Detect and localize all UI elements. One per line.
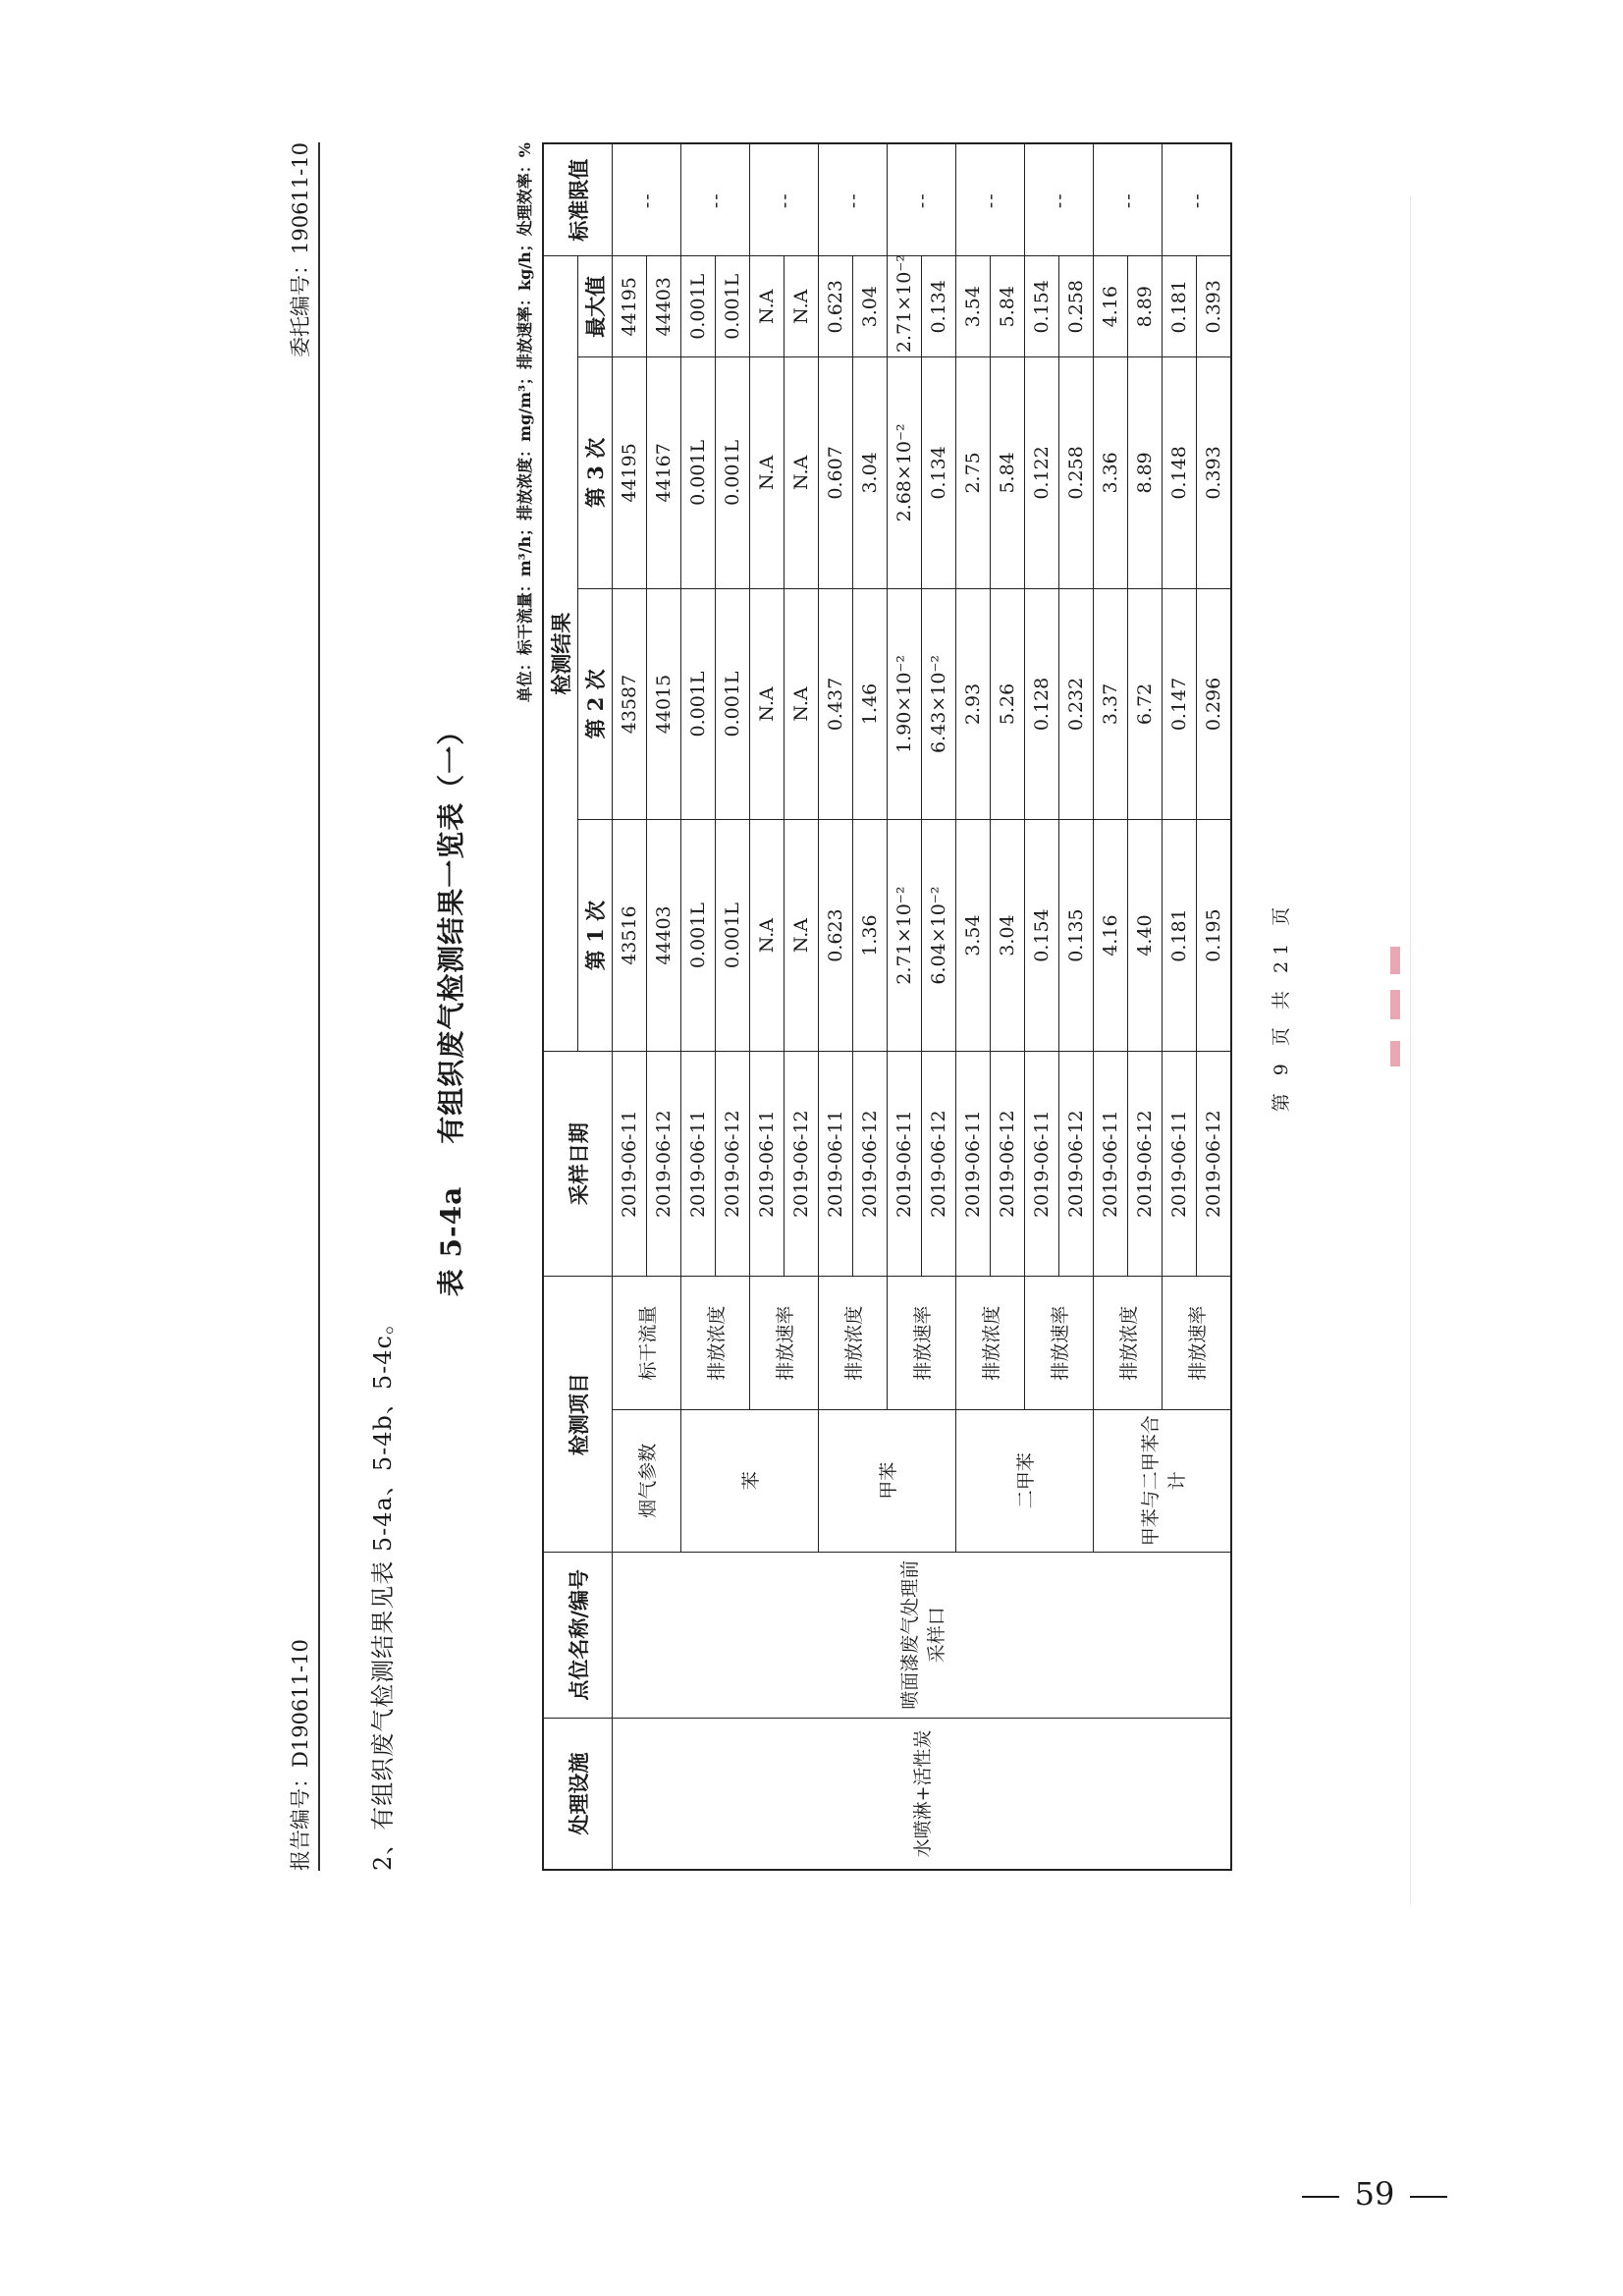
date-cell: 2019-06-12 [1059, 1051, 1094, 1277]
max-cell: 3.54 [956, 256, 991, 357]
table-number: 表 5-4a [435, 1185, 467, 1297]
param-rate: 排放速率 [1163, 1277, 1232, 1409]
max-cell: 0.181 [1163, 256, 1197, 357]
r2-cell: 44015 [647, 588, 681, 820]
r2-cell: 5.26 [991, 588, 1025, 820]
date-cell: 2019-06-11 [750, 1051, 784, 1277]
r3-cell: 2.68×10⁻² [888, 357, 922, 589]
param-conc: 排放浓度 [681, 1277, 750, 1409]
param-flow: 标干流量 [613, 1277, 681, 1409]
r3-cell: 0.122 [1025, 357, 1059, 589]
max-cell: 2.71×10⁻² [888, 256, 922, 357]
group-benzene: 苯 [681, 1409, 819, 1552]
max-cell: N.A [750, 256, 784, 357]
r2-cell: 1.46 [853, 588, 888, 820]
report-number: 报告编号：D190611-10 [289, 1639, 312, 1871]
group-sum: 甲苯与二甲苯合计 [1094, 1409, 1232, 1552]
r3-cell: 0.148 [1163, 357, 1197, 589]
date-cell: 2019-06-11 [681, 1051, 716, 1277]
table-row [613, 143, 647, 1870]
facility-cell: 水喷淋+活性炭 [613, 1718, 1232, 1870]
limit-cell: -- [681, 143, 750, 256]
limit-cell: -- [750, 143, 819, 256]
date-cell: 2019-06-12 [784, 1051, 819, 1277]
r2-cell: N.A [750, 588, 784, 820]
date-cell: 2019-06-12 [716, 1051, 750, 1277]
r3-cell: 5.84 [991, 357, 1025, 589]
max-cell: N.A [784, 256, 819, 357]
r3-cell: 44195 [613, 357, 647, 589]
r1-cell: 6.04×10⁻² [922, 820, 956, 1052]
date-cell: 2019-06-12 [1197, 1051, 1232, 1277]
r2-cell: 0.001L [681, 588, 716, 820]
date-cell: 2019-06-11 [1025, 1051, 1059, 1277]
r1-cell: 1.36 [853, 820, 888, 1052]
r2-cell: 6.72 [1128, 588, 1163, 820]
table-caption: 有组织废气检测结果一览表（一） [435, 716, 467, 1144]
r1-cell: 4.16 [1094, 820, 1128, 1052]
limit-cell: -- [1025, 143, 1094, 256]
r1-cell: 0.195 [1197, 820, 1232, 1052]
r2-cell: 0.232 [1059, 588, 1094, 820]
date-cell: 2019-06-11 [1094, 1051, 1128, 1277]
r3-cell: 3.04 [853, 357, 888, 589]
r1-cell: 2.71×10⁻² [888, 820, 922, 1052]
max-cell: 0.154 [1025, 256, 1059, 357]
date-cell: 2019-06-12 [922, 1051, 956, 1277]
page-footer: 第 9 页 共 21 页 [1271, 901, 1292, 1113]
date-cell: 2019-06-12 [1128, 1051, 1163, 1277]
r2-cell: 43587 [613, 588, 647, 820]
r1-cell: 3.04 [991, 820, 1025, 1052]
r1-cell: 3.54 [956, 820, 991, 1052]
param-rate: 排放速率 [888, 1277, 956, 1409]
date-cell: 2019-06-12 [853, 1051, 888, 1277]
limit-cell: -- [613, 143, 681, 256]
date-cell: 2019-06-11 [888, 1051, 922, 1277]
r3-cell: 0.258 [1059, 357, 1094, 589]
margin-rule [1410, 196, 1411, 1905]
max-cell: 3.04 [853, 256, 888, 357]
r1-cell: 0.181 [1163, 820, 1197, 1052]
r1-cell: 44403 [647, 820, 681, 1052]
col-r3: 第 3 次 [578, 357, 613, 589]
max-cell: 5.84 [991, 256, 1025, 357]
limit-cell: -- [819, 143, 888, 256]
r1-cell: 0.154 [1025, 820, 1059, 1052]
limit-cell: -- [888, 143, 956, 256]
max-cell: 0.258 [1059, 256, 1094, 357]
r1-cell: 43516 [613, 820, 647, 1052]
col-date: 采样日期 [543, 1051, 613, 1277]
r2-cell: 0.001L [716, 588, 750, 820]
r3-cell: 0.134 [922, 357, 956, 589]
r2-cell: N.A [784, 588, 819, 820]
r1-cell: 0.001L [681, 820, 716, 1052]
max-cell: 0.001L [716, 256, 750, 357]
dash-left [1302, 2196, 1339, 2198]
max-cell: 0.393 [1197, 256, 1232, 357]
r3-cell: 8.89 [1128, 357, 1163, 589]
group-toluene: 甲苯 [819, 1409, 956, 1552]
page-number [1257, 2175, 1492, 2213]
col-point: 点位名称/编号 [543, 1552, 613, 1718]
max-cell: 44403 [647, 256, 681, 357]
r1-cell: 0.623 [819, 820, 853, 1052]
dash-right [1410, 2196, 1447, 2198]
col-max: 最大值 [578, 256, 613, 357]
r1-cell: 4.40 [1128, 820, 1163, 1052]
r3-cell: 0.393 [1197, 357, 1232, 589]
limit-cell: -- [1094, 143, 1163, 256]
r2-cell: 0.128 [1025, 588, 1059, 820]
max-cell: 0.623 [819, 256, 853, 357]
param-rate: 排放速率 [1025, 1277, 1094, 1409]
param-conc: 排放浓度 [956, 1277, 1025, 1409]
r3-cell: N.A [784, 357, 819, 589]
r2-cell: 0.147 [1163, 588, 1197, 820]
page-number-text: 59 [1354, 2175, 1395, 2213]
header-row-1 [543, 143, 578, 1870]
running-header [285, 142, 318, 1871]
r1-cell: 0.001L [716, 820, 750, 1052]
group-xylene: 二甲苯 [956, 1409, 1094, 1552]
col-r1: 第 1 次 [578, 820, 613, 1052]
r2-cell: 0.437 [819, 588, 853, 820]
max-cell: 4.16 [1094, 256, 1128, 357]
col-item: 检测项目 [543, 1277, 613, 1552]
col-limit: 标准限值 [543, 143, 613, 256]
r3-cell: 44167 [647, 357, 681, 589]
col-results: 检测结果 [543, 256, 578, 1051]
group-flue: 烟气参数 [613, 1409, 681, 1552]
date-cell: 2019-06-12 [647, 1051, 681, 1277]
col-r2: 第 2 次 [578, 588, 613, 820]
param-conc: 排放浓度 [819, 1277, 888, 1409]
max-cell: 8.89 [1128, 256, 1163, 357]
r2-cell: 2.93 [956, 588, 991, 820]
date-cell: 2019-06-11 [819, 1051, 853, 1277]
r2-cell: 6.43×10⁻² [922, 588, 956, 820]
point-cell: 喷面漆废气处理前采样口 [613, 1552, 1232, 1718]
max-cell: 0.134 [922, 256, 956, 357]
r3-cell: 3.36 [1094, 357, 1128, 589]
param-rate: 排放速率 [750, 1277, 819, 1409]
r3-cell: N.A [750, 357, 784, 589]
r2-cell: 1.90×10⁻² [888, 588, 922, 820]
r3-cell: 0.001L [716, 357, 750, 589]
date-cell: 2019-06-12 [991, 1051, 1025, 1277]
date-cell: 2019-06-11 [613, 1051, 647, 1277]
table-title [430, 142, 469, 1871]
r1-cell: N.A [750, 820, 784, 1052]
date-cell: 2019-06-11 [1163, 1051, 1197, 1277]
stamp-fragment [1390, 947, 1402, 1074]
r2-cell: 3.37 [1094, 588, 1128, 820]
r1-cell: N.A [784, 820, 819, 1052]
r2-cell: 0.296 [1197, 588, 1232, 820]
unit-note: 单位：标干流量：m³/h；排放浓度：mg/m³；排放速率：kg/h；处理效率：% [515, 142, 534, 703]
limit-cell: -- [1163, 143, 1232, 256]
rotated-page [285, 142, 1292, 1871]
col-facility: 处理设施 [543, 1718, 613, 1870]
header-rule [318, 142, 320, 1871]
r3-cell: 0.001L [681, 357, 716, 589]
limit-cell: -- [956, 143, 1025, 256]
max-cell: 0.001L [681, 256, 716, 357]
r3-cell: 2.75 [956, 357, 991, 589]
r1-cell: 0.135 [1059, 820, 1094, 1052]
max-cell: 44195 [613, 256, 647, 357]
results-table [542, 142, 1232, 1871]
intro-text: 2、有组织废气检测结果见表 5-4a、5-4b、5-4c。 [369, 1310, 397, 1871]
commission-number: 委托编号：190611-10 [289, 142, 312, 357]
r3-cell: 0.607 [819, 357, 853, 589]
param-conc: 排放浓度 [1094, 1277, 1163, 1409]
date-cell: 2019-06-11 [956, 1051, 991, 1277]
